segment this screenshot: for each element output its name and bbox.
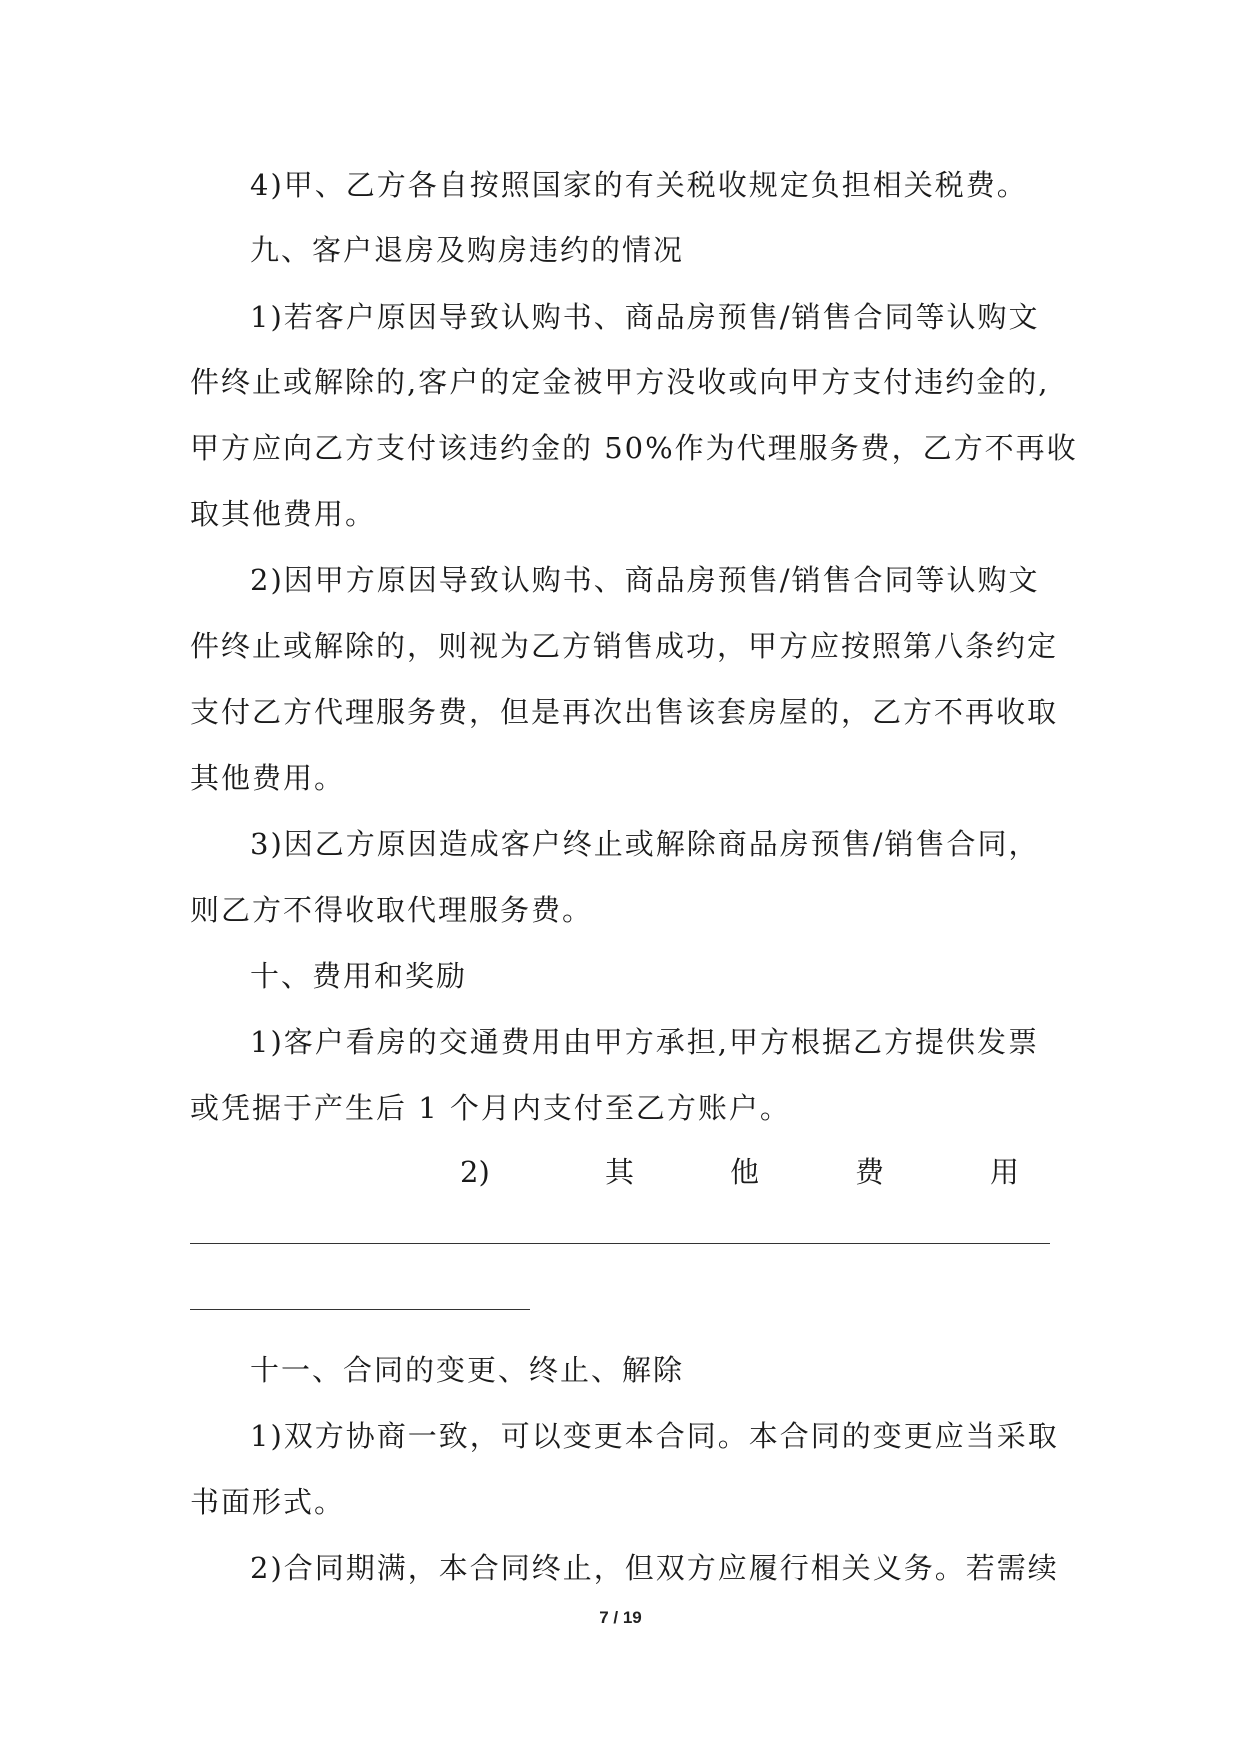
clause-10-1-line-2: 或凭据于产生后 1 个月内支付至乙方账户。 (190, 1091, 791, 1125)
clause-11-1-line-2: 书面形式。 (190, 1485, 346, 1519)
fill-in-blank-line-1 (190, 1243, 1050, 1244)
clause-9-2-line-1: 2)因甲方原因导致认购书、商品房预售/销售合同等认购文 (250, 563, 1040, 597)
clause-9-2-line-4: 其他费用。 (190, 761, 346, 795)
clause-10-2-char-3: 费 (855, 1155, 885, 1189)
clause-9-1-line-4: 取其他费用。 (190, 497, 377, 531)
clause-9-2-line-3: 支付乙方代理服务费，但是再次出售该套房屋的，乙方不再收取 (190, 695, 1059, 729)
clause-9-1-line-2: 件终止或解除的,客户的定金被甲方没收或向甲方支付违约金的, (190, 365, 1050, 399)
clause-9-2-line-2: 件终止或解除的，则视为乙方销售成功，甲方应按照第八条约定 (190, 629, 1059, 663)
clause-9-3-line-2: 则乙方不得收取代理服务费。 (190, 893, 594, 927)
clause-10-2-char-4: 用 (990, 1155, 1020, 1189)
page-number: 7 / 19 (599, 1608, 642, 1627)
clause-10-1-line-1: 1)客户看房的交通费用由甲方承担,甲方根据乙方提供发票 (250, 1025, 1039, 1059)
clause-8-4: 4)甲、乙方各自按照国家的有关税收规定负担相关税费。 (250, 168, 1028, 202)
clause-11-2-line-1: 2)合同期满，本合同终止，但双方应履行相关义务。若需续 (250, 1551, 1059, 1585)
section-9-heading: 九、客户退房及购房违约的情况 (250, 233, 685, 267)
section-11-heading: 十一、合同的变更、终止、解除 (250, 1353, 685, 1387)
section-10-heading: 十、费用和奖励 (250, 959, 468, 993)
fill-in-blank-line-2 (190, 1309, 530, 1310)
clause-11-1-line-1: 1)双方协商一致，可以变更本合同。本合同的变更应当采取 (250, 1419, 1059, 1453)
clause-10-2-char-2: 他 (730, 1155, 760, 1189)
clause-10-2-number: 2) (460, 1155, 490, 1189)
clause-9-1-line-3: 甲方应向乙方支付该违约金的 50%作为代理服务费，乙方不再收 (190, 431, 1078, 465)
clause-9-1-line-1: 1)若客户原因导致认购书、商品房预售/销售合同等认购文 (250, 300, 1040, 334)
clause-9-3-line-1: 3)因乙方原因造成客户终止或解除商品房预售/销售合同， (250, 827, 1040, 861)
clause-10-2-char-1: 其 (605, 1155, 635, 1189)
